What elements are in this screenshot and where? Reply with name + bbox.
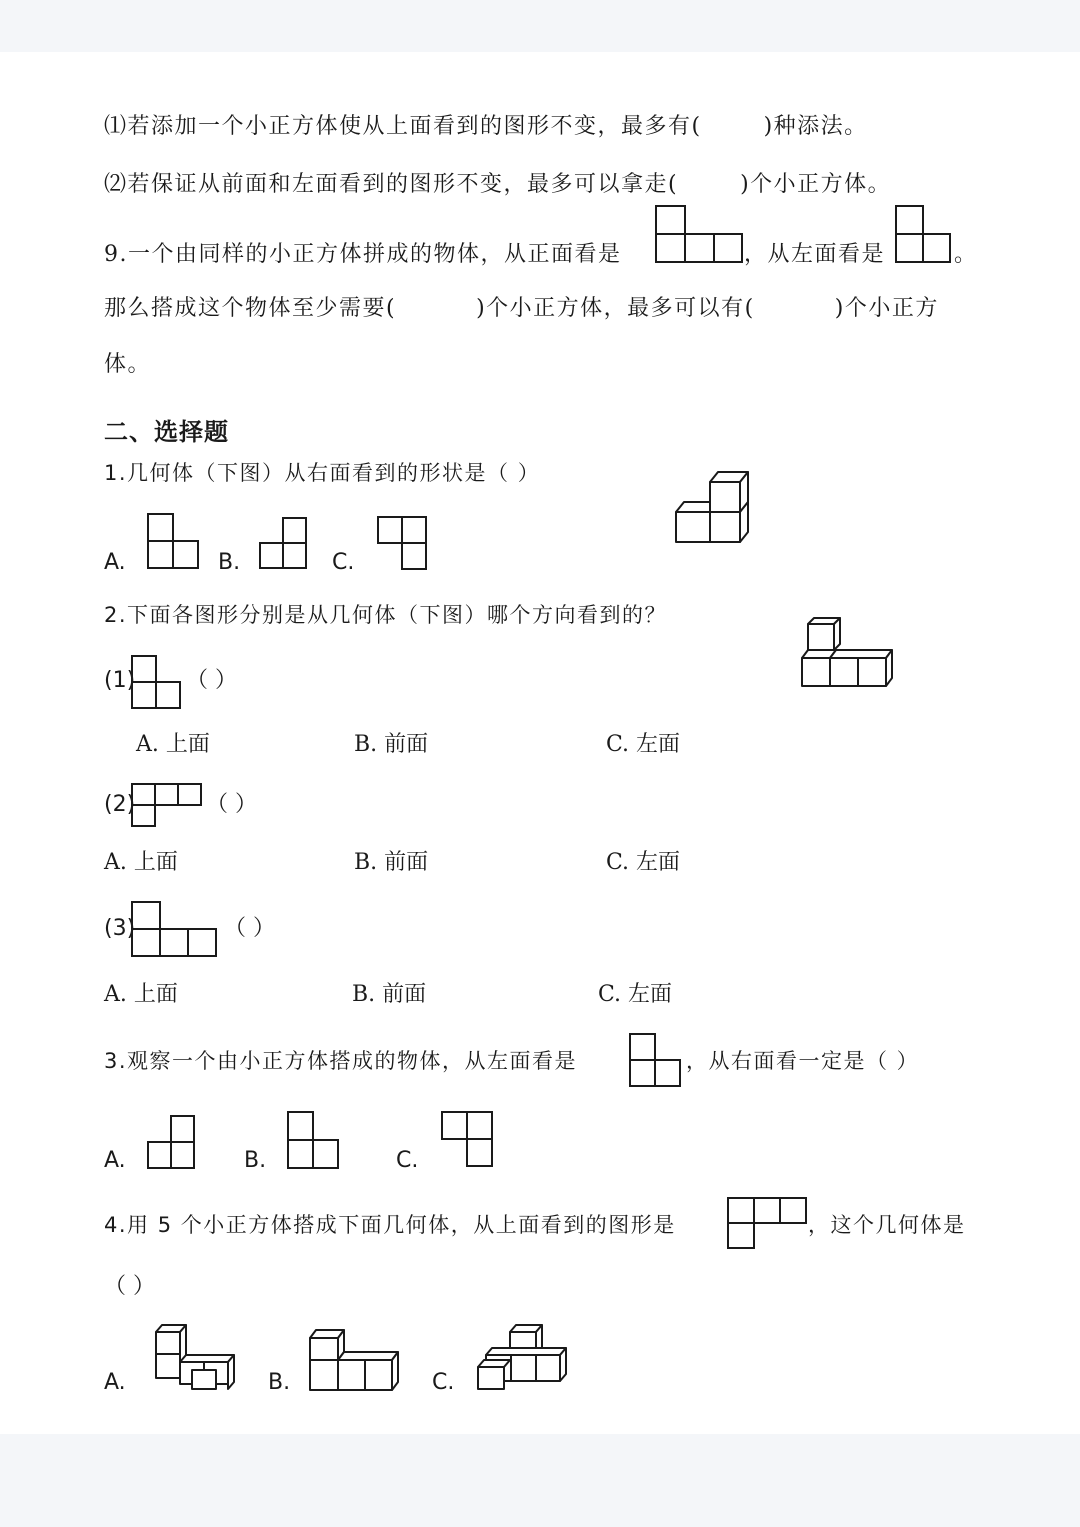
q2-sub2-choice-c[interactable]: C. 左面	[606, 850, 681, 875]
q1-option-b[interactable]: B.	[218, 550, 241, 575]
q2-sub1-choice-c[interactable]: C. 左面	[606, 732, 681, 757]
q4-answer-paren[interactable]: （ ）	[104, 1274, 155, 1299]
q2-sub1-answer[interactable]: （ ）	[186, 668, 237, 693]
q2-sub1-choice-b[interactable]: B. 前面	[354, 732, 429, 757]
q1-option-c-figure	[376, 515, 428, 571]
q3-left-view-figure	[628, 1032, 682, 1088]
q4-text-suffix: ，这个几何体是	[808, 1213, 966, 1237]
q1-option-c[interactable]: C.	[332, 550, 355, 575]
q2-solid-figure	[796, 616, 896, 690]
q1-option-a[interactable]: A.	[104, 550, 126, 575]
q9-line2: 那么搭成这个物体至少需要( )个小正方体，最多可以有( )个小正方	[104, 296, 939, 321]
left-view-figure	[894, 204, 954, 264]
q4-option-b-figure	[306, 1326, 400, 1392]
q1-option-b-figure	[258, 516, 308, 570]
q2-sub3-choice-c[interactable]: C. 左面	[598, 982, 673, 1007]
q3-option-a-figure	[146, 1114, 196, 1170]
q4-top-view-figure	[726, 1196, 808, 1250]
q2-sub3-figure	[130, 900, 220, 958]
q9-line1-b: ，从左面看是	[744, 242, 886, 267]
section-heading: 二、选择题	[104, 417, 229, 446]
q3-option-a[interactable]: A.	[104, 1148, 126, 1173]
q4-option-a-figure	[150, 1322, 238, 1392]
q1-option-a-figure	[146, 512, 200, 570]
q2-sub2-answer[interactable]: （ ）	[206, 792, 257, 817]
q9-line3: 体。	[104, 352, 152, 377]
q9-line1-c: 。	[954, 242, 978, 267]
q2-sub3-answer[interactable]: （ ）	[224, 916, 275, 941]
q1-text: 1.几何体（下图）从右面看到的形状是（ ）	[104, 461, 541, 485]
q2-sub1-choice-a[interactable]: A. 上面	[136, 732, 210, 757]
q2-sub1-figure	[130, 654, 182, 710]
q1-solid-figure	[670, 464, 756, 546]
q3-text-suffix: ，从右面看一定是（ ）	[686, 1049, 920, 1073]
q2-sub3-label: (3)	[104, 916, 136, 941]
q8-part2: ⑵若保证从前面和左面看到的图形不变，最多可以拿走( )个小正方体。	[104, 172, 892, 197]
front-view-figure	[654, 204, 744, 264]
q2-sub1-label: (1)	[104, 668, 136, 693]
q4-option-b[interactable]: B.	[268, 1370, 291, 1395]
q4-option-c-figure	[474, 1322, 570, 1392]
q2-sub2-figure	[130, 782, 204, 828]
q3-option-c[interactable]: C.	[396, 1148, 419, 1173]
q9-line1-a: 9.一个由同样的小正方体拼成的物体，从正面看是	[104, 242, 622, 267]
q3-option-b-figure	[286, 1110, 340, 1170]
q2-sub3-choice-b[interactable]: B. 前面	[352, 982, 427, 1007]
q3-text-prefix: 3.观察一个由小正方体搭成的物体，从左面看是	[104, 1049, 578, 1073]
q2-text: 2.下面各图形分别是从几何体（下图）哪个方向看到的？	[104, 603, 668, 627]
q2-sub3-choice-a[interactable]: A. 上面	[104, 982, 178, 1007]
q4-option-a[interactable]: A.	[104, 1370, 126, 1395]
q2-sub2-label: (2)	[104, 792, 136, 817]
q2-sub2-choice-a[interactable]: A. 上面	[104, 850, 178, 875]
q3-option-b[interactable]: B.	[244, 1148, 267, 1173]
q8-part1: ⑴若添加一个小正方体使从上面看到的图形不变，最多有( )种添法。	[104, 114, 868, 139]
q3-option-c-figure	[440, 1110, 494, 1168]
q2-sub2-choice-b[interactable]: B. 前面	[354, 850, 429, 875]
q4-text-prefix: 4.用 5 个小正方体搭成下面几何体，从上面看到的图形是	[104, 1213, 676, 1237]
q4-option-c[interactable]: C.	[432, 1370, 455, 1395]
